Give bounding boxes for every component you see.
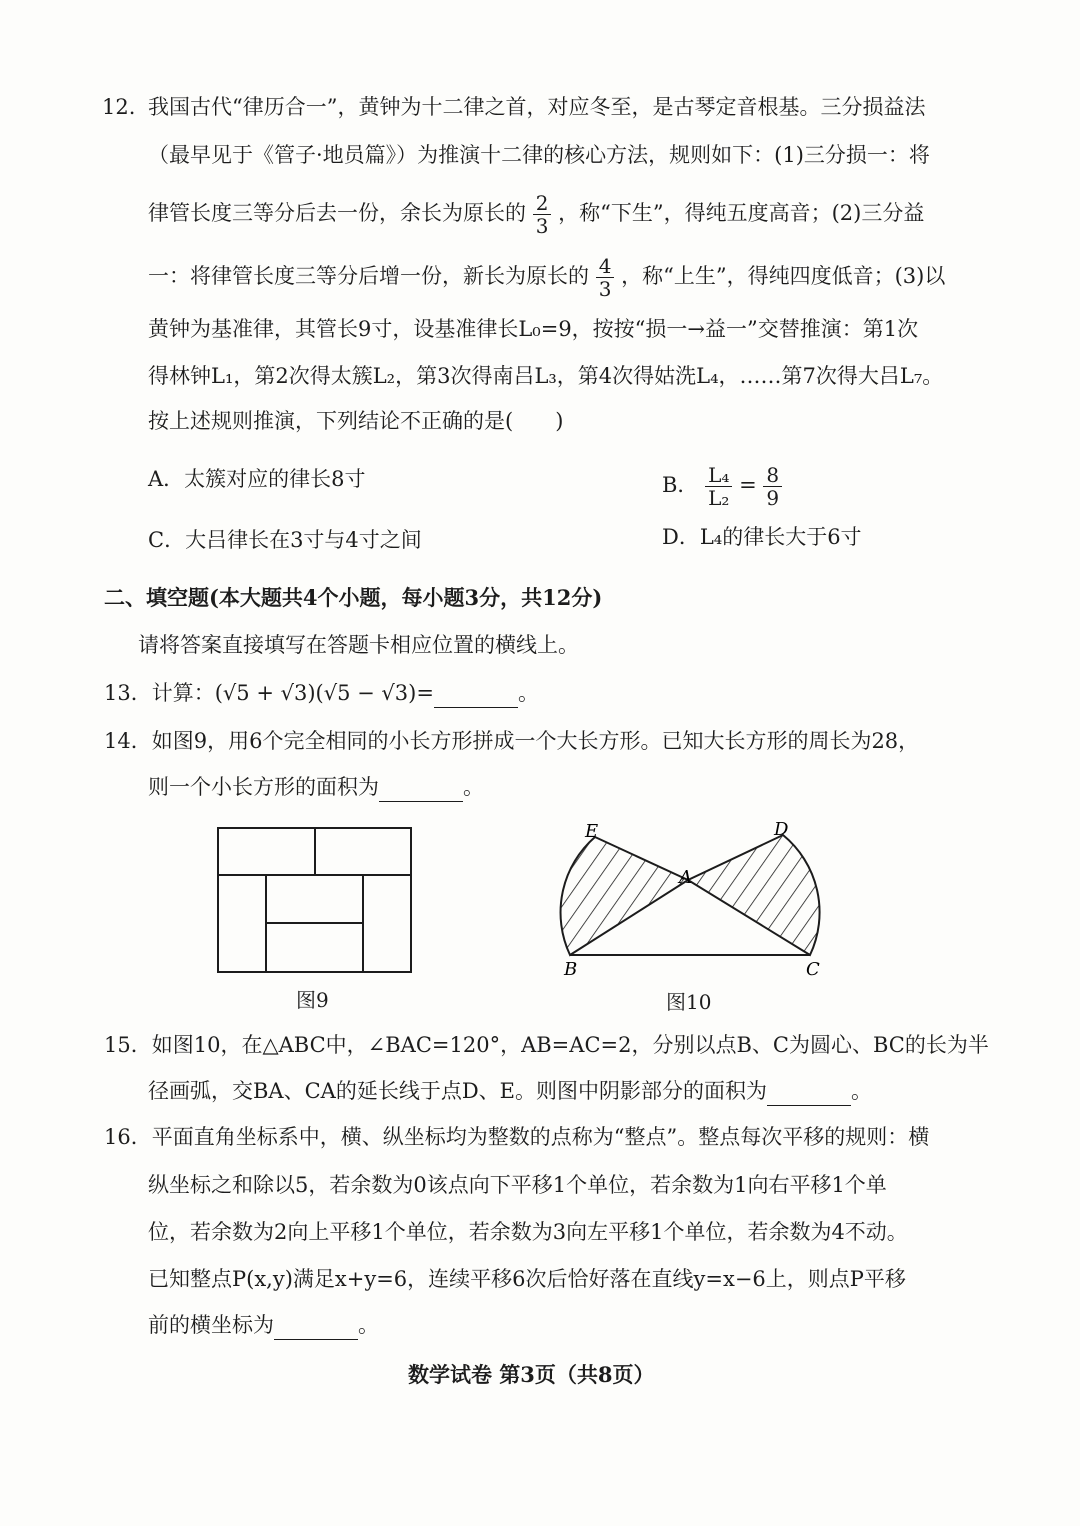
q12-line6: 得林钟L₁，第2次得太簇L₂，第3次得南吕L₃，第4次得姑洗L₄，……第7次得大吕L₇。: [148, 364, 944, 388]
q12-line2: （最早见于《管子·地员篇》）为推演十二律的核心方法，规则如下：(1)三分损一：将: [148, 143, 930, 167]
label-e: E: [585, 821, 599, 842]
label-a: A: [679, 867, 692, 888]
q12-line3b: ，称“下生”，得纯五度高音；(2)三分益: [558, 201, 925, 225]
q14-line1: 14．如图9，用6个完全相同的小长方形拼成一个大长方形。已知大长方形的周长为28，: [104, 729, 920, 753]
fraction-two-thirds: $\frac{2}{3}$: [533, 192, 552, 237]
section2-instruction: 请将答案直接填写在答题卡相应位置的横线上。: [138, 633, 579, 657]
section2-title: 二、填空题(本大题共4个小题，每小题3分，共12分): [104, 585, 603, 610]
q12-line3a: 律管长度三等分后去一份，余长为原长的: [148, 201, 526, 225]
answer-blank: [379, 779, 463, 802]
answer-blank: [434, 685, 518, 708]
figure-9: [210, 820, 420, 980]
figure-10-caption: 图10: [666, 990, 712, 1014]
figure-10: [540, 815, 840, 985]
q15-line1: 15．如图10，在△ABC中，∠BAC=120°，AB=AC=2，分别以点B、C为圆心、BC的长为半: [104, 1033, 989, 1057]
q15-line2: 径画弧，交BA、CA的延长线于点D、E。则图中阴影部分的面积为 。: [148, 1076, 872, 1106]
fraction-l4-l2: $\frac{\text{L₄}}{\text{L₂}}$: [705, 464, 732, 509]
fraction-four-thirds: $\frac{4}{3}$: [596, 255, 615, 300]
q16-line1: 16．平面直角坐标系中，横、纵坐标均为整数的点称为“整点”。整点每次平移的规则：横: [104, 1125, 930, 1149]
q12-line1: 我国古代“律历合一”，黄钟为十二律之首，对应冬至，是古琴定音根基。三分损益法: [148, 95, 926, 119]
answer-blank: [274, 1317, 358, 1340]
q12-number: 12.: [102, 95, 136, 119]
q16-line3: 位，若余数为2向上平移1个单位，若余数为3向左平移1个单位，若余数为4不动。: [148, 1220, 908, 1244]
q14-line2: 则一个小长方形的面积为 。: [148, 772, 484, 802]
q16-line4: 已知整点P(x,y)满足x+y=6，连续平移6次后恰好落在直线y=x−6上，则点P平移: [148, 1267, 906, 1291]
q13: 13．计算：(√5 + √3)(√5 − √3)= 。: [104, 678, 539, 708]
q12-option-c: C．大吕律长在3寸与4寸之间: [148, 528, 422, 552]
left-shaded-region: [561, 837, 688, 955]
q12-line3: [148, 192, 924, 237]
label-d: D: [774, 819, 789, 840]
q12-line4a: 一：将律管长度三等分后增一份，新长为原长的: [148, 264, 589, 288]
q16-line2: 纵坐标之和除以5，若余数为0该点向下平移1个单位，若余数为1向右平移1个单: [148, 1173, 887, 1197]
q12-option-b: B． $\frac{\text{L₄}}{\text{L₂}}$ = $\frac{8}{9}$: [662, 464, 782, 509]
answer-blank: [767, 1083, 851, 1106]
q16-line5: 前的横坐标为 。: [148, 1310, 379, 1340]
q12-line4b: ，称“上生”，得纯四度低音；(3)以: [621, 264, 946, 288]
q12-option-a: A．太簇对应的律长8寸: [148, 467, 366, 491]
figure-9-caption: 图9: [296, 988, 329, 1012]
label-b: B: [564, 959, 578, 980]
q12-line4: [148, 255, 945, 300]
right-shaded-region: [688, 835, 820, 955]
q12-option-d: D．L₄的律长大于6寸: [662, 525, 862, 549]
page-footer: 数学试卷 第3页（共8页）: [408, 1362, 655, 1387]
fraction-eight-ninths: $\frac{8}{9}$: [763, 464, 782, 509]
q12-line5: 黄钟为基准律，其管长9寸，设基准律长L₀=9，按按“损一→益一”交替推演：第1次: [148, 317, 919, 341]
label-c: C: [806, 959, 820, 980]
q12-line7: 按上述规则推演，下列结论不正确的是( ): [148, 409, 564, 433]
